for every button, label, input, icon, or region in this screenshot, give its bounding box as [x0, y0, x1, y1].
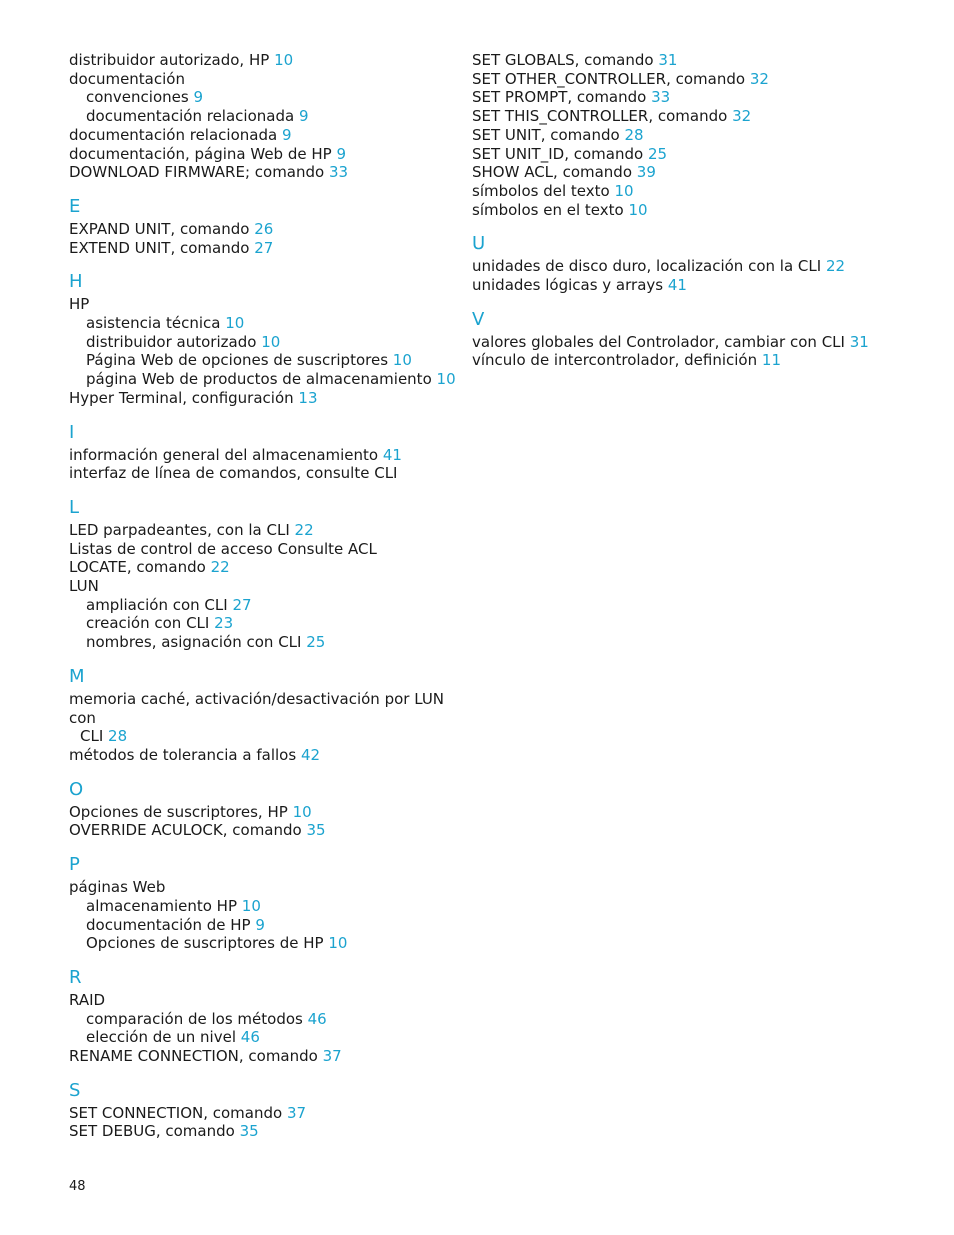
index-entry-text: documentación relacionada [69, 125, 278, 144]
index-entry [472, 70, 922, 89]
index-entry-text: documentación [69, 69, 185, 88]
index-entry-text: distribuidor autorizado [86, 332, 257, 351]
index-entry-text: unidades de disco duro, localización con la CLI [472, 257, 822, 276]
index-entry-text: SET OTHER_CONTROLLER, comando [472, 69, 746, 88]
index-entry-text: HP [69, 295, 90, 314]
page-reference-link[interactable]: 37 [286, 1103, 307, 1122]
page-reference-link[interactable]: 11 [761, 351, 781, 370]
page-number: 48 [69, 1179, 86, 1194]
index-entry-text: páginas Web [69, 878, 166, 897]
index-letter-heading: I [69, 421, 75, 443]
index-subentry [69, 333, 454, 352]
page-reference-link[interactable]: 10 [274, 51, 294, 69]
index-entry-text: OVERRIDE ACULOCK, comando [69, 821, 302, 840]
index-entry [472, 107, 922, 126]
page-reference-link[interactable]: 10 [436, 370, 456, 389]
index-entry [69, 389, 454, 408]
index-entry [69, 239, 454, 258]
index-entry-text: convenciones [86, 88, 189, 107]
index-entry [69, 1047, 454, 1066]
page-reference-link[interactable]: 27 [232, 595, 252, 614]
index-entry [69, 991, 454, 1010]
page-reference-link[interactable]: 46 [240, 1028, 260, 1047]
index-letter-heading: M [69, 665, 85, 687]
index-subentry [69, 1010, 454, 1029]
index-subentry [69, 897, 454, 916]
index-entry-text: asistencia técnica [86, 314, 221, 333]
index-entry-text: SET UNIT_ID, comando [472, 144, 644, 163]
index-subentry [69, 633, 454, 652]
index-entry-text: LUN [69, 577, 99, 596]
index-entry-text: SET GLOBALS, comando [472, 51, 654, 69]
index-entry-text: símbolos en el texto [472, 200, 624, 219]
index-entry-text: EXPAND UNIT, comando [69, 219, 250, 238]
index-entry-text: almacenamiento HP [86, 896, 238, 915]
index-letter-heading: H [69, 271, 83, 293]
page-reference-link[interactable]: 33 [328, 163, 349, 182]
index-entry-text: valores globales del Controlador, cambiar con CLI [472, 332, 845, 351]
index-entry [69, 803, 454, 822]
index-subentry [69, 916, 454, 935]
page-reference-link[interactable]: 10 [614, 181, 634, 200]
index-entry [69, 295, 454, 314]
index-entry [69, 521, 454, 540]
index-entry [69, 145, 454, 164]
index-subentry [69, 314, 454, 333]
index-entry-text: Opciones de suscriptores, HP [69, 802, 288, 821]
page-reference-link[interactable]: 10 [261, 332, 281, 351]
index-entry [69, 220, 454, 239]
index-entry-text: SET UNIT, comando [472, 125, 620, 144]
index-entry [69, 577, 454, 596]
index-subentry [69, 1028, 454, 1047]
index-entry [69, 163, 454, 182]
page-reference-link[interactable]: 9 [336, 144, 347, 163]
index-subentry [69, 88, 454, 107]
index-entry-text: página Web de productos de almacenamiento [86, 370, 432, 389]
page-reference-link[interactable]: 31 [658, 51, 678, 69]
page-reference-link[interactable]: 41 [667, 276, 687, 295]
index-entry-text: Página Web de opciones de suscriptores [86, 351, 389, 370]
index-entry-text: SET THIS_CONTROLLER, comando [472, 107, 728, 126]
page-reference-link[interactable]: 42 [300, 745, 321, 764]
index-entry [472, 351, 922, 370]
page-reference-link[interactable]: 46 [307, 1009, 327, 1028]
page-reference-link[interactable]: 9 [281, 125, 292, 144]
index-subentry [69, 351, 454, 370]
page-reference-link[interactable]: 10 [292, 802, 312, 821]
index-entry-text: SET DEBUG, comando [69, 1122, 235, 1141]
index-entry-text: memoria caché, activación/desactivación por LUN con [69, 689, 445, 727]
index-entry [69, 540, 454, 559]
index-column-right [472, 51, 922, 370]
index-entry-text: DOWNLOAD FIRMWARE; comando [69, 163, 325, 182]
index-entry [472, 88, 922, 107]
index-entry-text: ampliación con CLI [86, 595, 228, 614]
index-entry-text: interfaz de línea de comandos, consulte CLI [69, 464, 398, 483]
page-reference-link[interactable]: 25 [306, 633, 326, 652]
page-reference-link[interactable]: 10 [241, 896, 261, 915]
index-entry-text: elección de un nivel [86, 1028, 236, 1047]
page-reference-link[interactable]: 10 [628, 200, 648, 219]
page-reference-link[interactable]: 35 [239, 1122, 259, 1141]
index-entry-text: distribuidor autorizado, HP [69, 51, 270, 69]
index-letter-heading: U [472, 233, 486, 255]
index-entry [69, 821, 454, 840]
index-entry-text: vínculo de intercontrolador, definición [472, 351, 758, 370]
index-entry-text: Opciones de suscriptores de HP [86, 934, 324, 953]
index-subentry [69, 370, 454, 389]
page-reference-link[interactable]: 32 [749, 69, 769, 88]
index-entry-text: LED parpadeantes, con la CLI [69, 520, 290, 539]
index-entry [69, 446, 454, 465]
index-letter-heading: P [69, 854, 80, 876]
page-reference-link[interactable]: 31 [849, 332, 869, 351]
index-subentry [69, 934, 454, 953]
page-reference-link[interactable]: 9 [298, 107, 309, 126]
index-entry [69, 70, 454, 89]
index-entry-text: Hyper Terminal, configuración [69, 388, 294, 407]
index-entry [472, 333, 922, 352]
index-entry [69, 558, 454, 577]
index-entry-text: CLI [80, 727, 104, 746]
index-entry [472, 276, 922, 295]
page-reference-link[interactable]: 22 [210, 558, 230, 577]
index-letter-heading: E [69, 195, 81, 217]
page-reference-link[interactable]: 9 [255, 915, 265, 934]
page-reference-link[interactable]: 32 [732, 107, 752, 126]
page-reference-link[interactable]: 35 [306, 821, 326, 840]
index-entry [69, 746, 454, 765]
page-reference-link[interactable]: 28 [108, 727, 128, 746]
page-reference-link[interactable]: 26 [254, 219, 274, 238]
index-entry [472, 257, 922, 276]
index-entry-text: nombres, asignación con CLI [86, 633, 302, 652]
index-letter-heading: S [69, 1079, 81, 1101]
index-letter-heading: V [472, 308, 485, 330]
index-entry-text: creación con CLI [86, 614, 210, 633]
page-reference-link[interactable]: 28 [624, 125, 644, 144]
index-entry [472, 182, 922, 201]
page-reference-link[interactable]: 9 [193, 88, 204, 107]
page-reference-link[interactable]: 25 [647, 144, 668, 163]
page-reference-link[interactable]: 39 [636, 163, 656, 182]
index-entry [69, 1122, 454, 1141]
index-entry [69, 126, 454, 145]
index-entry-text: métodos de tolerancia a fallos [69, 745, 297, 764]
index-entry-text: símbolos del texto [472, 181, 610, 200]
page-reference-link[interactable]: 37 [322, 1047, 342, 1066]
index-letter-heading: R [69, 966, 82, 988]
index-subentry [69, 596, 454, 615]
index-subentry [69, 107, 454, 126]
page-reference-link[interactable]: 10 [328, 934, 348, 953]
index-entry [472, 145, 922, 164]
page-reference-link[interactable]: 22 [294, 520, 314, 539]
index-entry [472, 126, 922, 145]
index-entry [69, 690, 454, 746]
page-reference-link[interactable]: 10 [225, 314, 245, 333]
index-entry-text: documentación, página Web de HP [69, 144, 332, 163]
index-entry [69, 51, 454, 70]
index-entry-text: documentación de HP [86, 915, 251, 934]
index-entry-text: información general del almacenamiento [69, 445, 379, 464]
index-entry-text: SHOW ACL, comando [472, 163, 633, 182]
index-entry [69, 1104, 454, 1123]
page-reference-link[interactable]: 13 [298, 388, 318, 407]
index-entry [69, 464, 454, 483]
index-entry-text: RAID [69, 990, 106, 1009]
index-column-left [69, 51, 454, 1141]
page-reference-link[interactable]: 10 [392, 351, 412, 370]
index-letter-heading: L [69, 496, 80, 518]
index-entry [69, 878, 454, 897]
page-reference-link[interactable]: 33 [651, 88, 671, 107]
index-entry-text: EXTEND UNIT, comando [69, 238, 250, 257]
index-entry-text: comparación de los métodos [86, 1009, 303, 1028]
index-entry-text: Listas de control de acceso Consulte ACL [69, 539, 377, 558]
index-entry-text: SET PROMPT, comando [472, 88, 647, 107]
index-entry-text: documentación relacionada [86, 107, 295, 126]
page-reference-link[interactable]: 41 [382, 445, 402, 464]
page-reference-link[interactable]: 23 [214, 614, 234, 633]
page-reference-link[interactable]: 22 [825, 257, 846, 276]
index-entry [472, 51, 922, 70]
index-subentry [69, 614, 454, 633]
index-entry-text: LOCATE, comando [69, 558, 206, 577]
page-reference-link[interactable]: 27 [254, 238, 274, 257]
index-entry-text: unidades lógicas y arrays [472, 276, 664, 295]
index-entry-text: RENAME CONNECTION, comando [69, 1047, 318, 1066]
index-entry [472, 163, 922, 182]
index-entry-text: SET CONNECTION, comando [69, 1103, 283, 1122]
index-letter-heading: O [69, 778, 84, 800]
index-entry [472, 201, 922, 220]
